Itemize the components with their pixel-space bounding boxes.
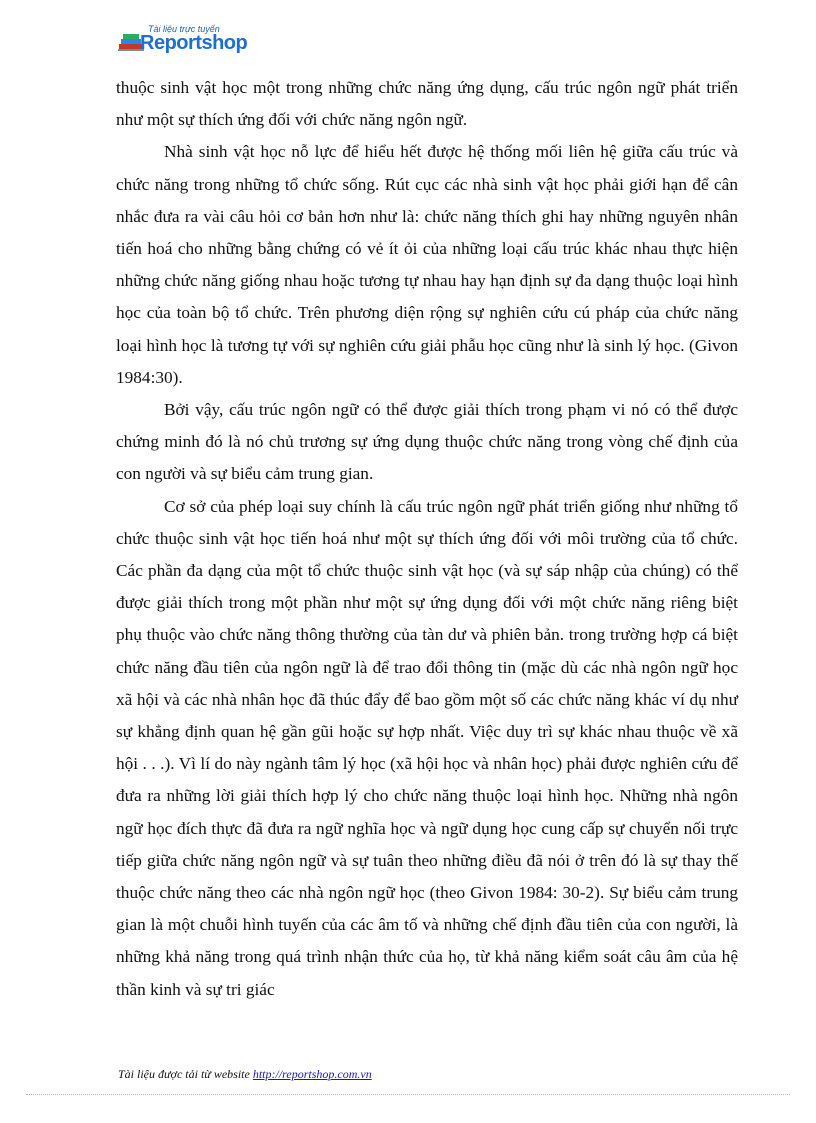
footer-text: Tài liệu được tải từ website <box>118 1067 253 1081</box>
page-divider <box>26 1094 790 1095</box>
footer-link[interactable]: http://reportshop.com.vn <box>252 1067 372 1081</box>
paragraph-1: thuộc sinh vật học một trong những chức năng ứng dụng, cấu trúc ngôn ngữ phát triển như một sự thích ứng đối với chức năng ngôn ngữ. <box>116 78 738 130</box>
paragraph-2: Nhà sinh vật học nỗ lực để hiểu hết được hệ thống mối liên hệ giữa cấu trúc và chức năng trong những tổ chức sống. Rút cục các nhà sinh vật học phải giới hạn để cân nhắc đưa ra vài câu hỏi cơ bản hơn như là: chức năng thích ghi hay những nguyên nhân tiến hoá cho những bằng chứng có vẻ ít ỏi của những loại cấu trúc khác nhau thực hiện những chức năng giống nhau hoặc tương tự nhau hay hạn định sự đa dạng thuộc loại hình học của toàn bộ tổ chức. Trên phương diện rộng sự nghiên cứu cú pháp của chức năng loại hình học là tương tự với sự nghiên cứu giải phẫu học cũng như là sinh lý học. (Givon 1984:30). <box>116 142 738 387</box>
document-body <box>116 72 738 1006</box>
paragraph-4: Cơ sở của phép loại suy chính là cấu trúc ngôn ngữ phát triển giống như những tổ chức thuộc sinh vật học tiến hoá như một sự thích ứng đối với môi trường của tổ chức. Các phần đa dạng của một tổ chức thuộc sinh vật học (và sự sáp nhập của chúng) có thể được giải thích trong một phần như một sự ứng dụng đối với một chức năng riêng biệt phụ thuộc vào chức năng thông thường của tàn dư và phiên bản. trong trường hợp cá biệt chức năng đầu tiên của ngôn ngữ là để trao đổi thông tin (mặc dù các nhà ngôn ngữ học xã hội và các nhà nhân học đã thúc đẩy để bao gồm một số các chức năng khác ví dụ như sự khẳng định quan hệ gần gũi hoặc sự hợp nhất. Việc duy trì sự khác nhau thuộc về xã hội . . .). Vì lí do này ngành tâm lý học (xã hội học và nhân học) phải được nghiên cứu để đưa ra những lời giải thích hợp lý cho chức năng thuộc loại hình học. Những nhà ngôn ngữ học đích thực đã đưa ra ngữ nghĩa học và ngữ dụng học cung cấp sự chuyển nối trực tiếp giữa chức năng ngôn ngữ và sự tuân theo những điều đã nói ở trên đó là sự thay thế thuộc chức năng theo các nhà ngôn ngữ học (theo Givon 1984: 30-2). Sự biểu cảm trung gian là một chuỗi hình tuyến của các âm tố và những chế định đầu tiên của con người, là những khả năng trong quá trình nhận thức của họ, từ khả năng kiểm soát câu âm của hệ thần kinh và sự tri giác <box>116 496 738 999</box>
reportshop-logo[interactable] <box>118 24 288 56</box>
page-footer <box>118 1067 372 1082</box>
logo-tagline: Tài liệu trực tuyến <box>148 24 220 34</box>
paragraph-3: Bởi vậy, cấu trúc ngôn ngữ có thể được giải thích trong phạm vi nó có thể được chứng minh đó là nó chủ trương sự ứng dụng thuộc chức năng trong vòng chế định của con người và sự biểu cảm trung gian. <box>116 400 738 484</box>
logo-name: Reportshop <box>140 32 248 54</box>
